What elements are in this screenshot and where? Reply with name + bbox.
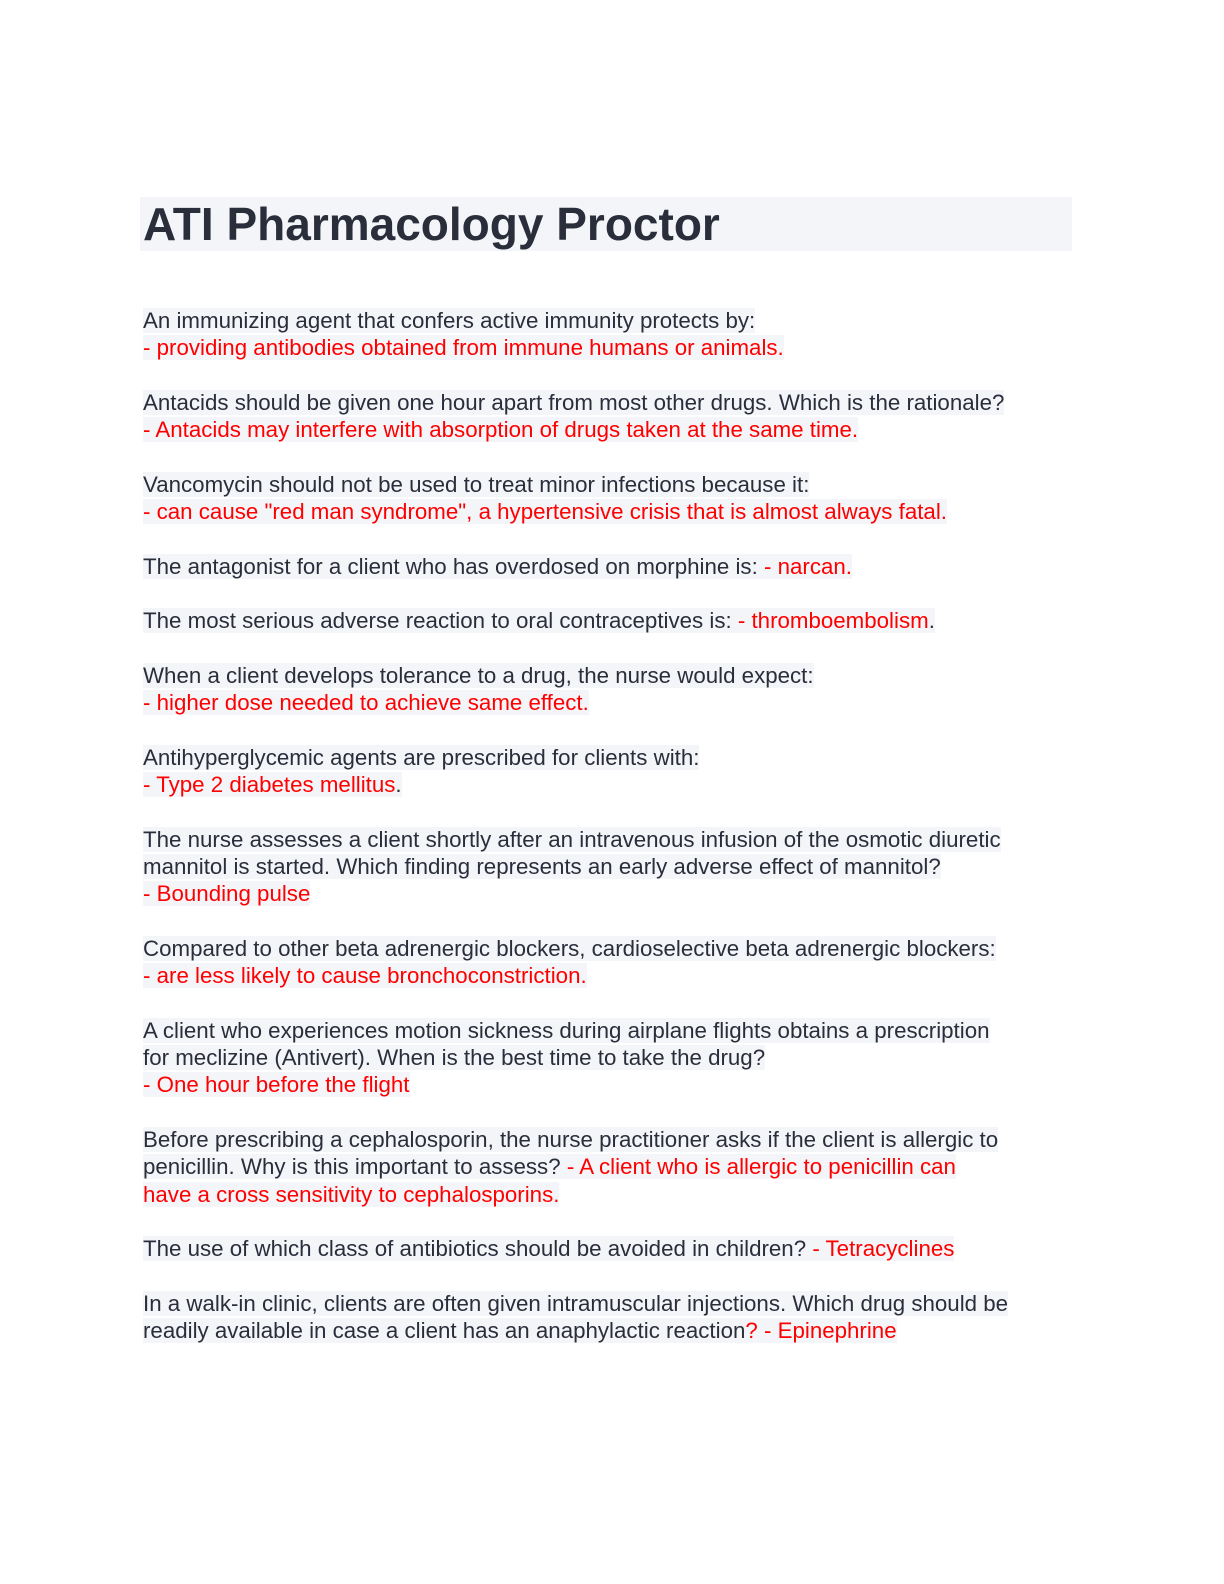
spacer (143, 716, 1073, 743)
question-text: Vancomycin should not be used to treat minor infections because it: (143, 471, 810, 497)
spacer (143, 989, 1073, 1016)
qa-item (143, 389, 1073, 444)
question-text: A client who experiences motion sickness during airplane flights obtains a prescription (143, 1017, 990, 1043)
answer-text: - Antacids may interfere with absorption of drugs taken at the same time. (143, 417, 859, 443)
qa-item (143, 826, 1073, 908)
qa-item (143, 662, 1073, 717)
answer-text: - A client who is allergic to penicillin can (566, 1154, 956, 1180)
qa-item (143, 607, 1073, 634)
question-text: The antagonist for a client who has overdosed on morphine is: (143, 553, 764, 579)
question-text: Antihyperglycemic agents are prescribed for clients with: (143, 744, 700, 770)
spacer (143, 798, 1073, 825)
qa-item (143, 935, 1073, 990)
spacer (143, 1099, 1073, 1126)
answer-text: ? - Epinephrine (745, 1317, 897, 1343)
answer-text: - thromboembolism (737, 608, 929, 634)
spacer (143, 362, 1073, 389)
question-text: readily available in case a client has an anaphylactic reaction (143, 1317, 746, 1343)
spacer (143, 443, 1073, 470)
answer-text: - can cause "red man syndrome", a hypertensive crisis that is almost always fatal. (143, 499, 947, 525)
answer-text: - narcan. (763, 553, 852, 579)
spacer (143, 908, 1073, 935)
qa-item (143, 1290, 1073, 1345)
question-text: for meclizine (Antivert). When is the best time to take the drug? (143, 1045, 766, 1071)
qa-item (143, 744, 1073, 799)
answer-text: - providing antibodies obtained from immune humans or animals. (143, 335, 784, 361)
qa-item (143, 553, 1073, 580)
answer-text: have a cross sensitivity to cephalosporins. (143, 1181, 560, 1207)
answer-text: - are less likely to cause bronchoconstriction. (143, 963, 587, 989)
spacer (143, 580, 1073, 607)
question-text: The most serious adverse reaction to oral contraceptives is: (143, 608, 738, 634)
qa-item (143, 471, 1073, 526)
answer-text: - higher dose needed to achieve same effect. (143, 690, 589, 716)
question-text: Compared to other beta adrenergic blockers, cardioselective beta adrenergic blockers: (143, 935, 996, 961)
answer-text: - Bounding pulse (143, 881, 311, 907)
spacer (143, 635, 1073, 662)
answer-text: - Type 2 diabetes mellitus (143, 772, 396, 798)
qa-list (143, 307, 1073, 1344)
punctuation: . (928, 608, 935, 634)
question-text: In a walk-in clinic, clients are often given intramuscular injections. Which drug should be (143, 1290, 1009, 1316)
qa-item (143, 1017, 1073, 1099)
spacer (143, 1208, 1073, 1235)
answer-text: - Tetracyclines (812, 1236, 955, 1262)
punctuation: . (395, 772, 402, 798)
document-title: ATI Pharmacology Proctor (143, 198, 720, 250)
qa-item (143, 1126, 1073, 1208)
question-text: The use of which class of antibiotics should be avoided in children? (143, 1236, 813, 1262)
question-text: Antacids should be given one hour apart from most other drugs. Which is the rationale? (143, 389, 1005, 415)
qa-item (143, 1235, 1073, 1262)
question-text: mannitol is started. Which finding represents an early adverse effect of mannitol? (143, 853, 941, 879)
question-text: penicillin. Why is this important to assess? (143, 1154, 567, 1180)
spacer (143, 525, 1073, 552)
qa-item (143, 307, 1073, 362)
spacer (143, 1262, 1073, 1289)
answer-text: - One hour before the flight (143, 1072, 410, 1098)
title-highlight (140, 197, 1072, 251)
question-text: The nurse assesses a client shortly after an intravenous infusion of the osmotic diuretic (143, 826, 1001, 852)
question-text: Before prescribing a cephalosporin, the nurse practitioner asks if the client is allergic to (143, 1126, 999, 1152)
question-text: When a client develops tolerance to a drug, the nurse would expect: (143, 662, 814, 688)
question-text: An immunizing agent that confers active immunity protects by: (143, 308, 756, 333)
